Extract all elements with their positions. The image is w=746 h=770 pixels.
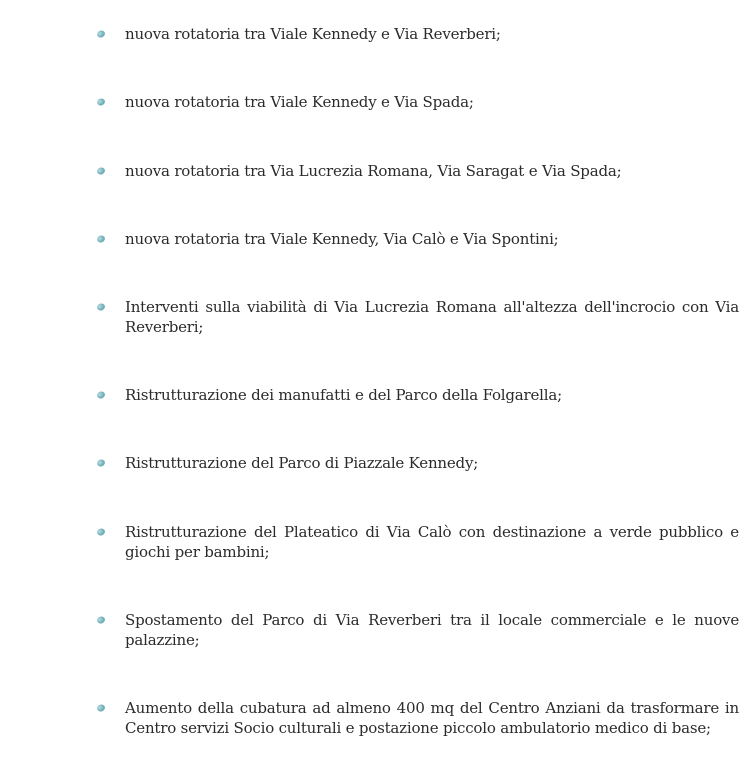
- list-item-text: nuova rotatoria tra Viale Kennedy e Via Spada;: [125, 93, 474, 111]
- bullet-icon: [96, 390, 106, 399]
- list-item-text: nuova rotatoria tra Via Lucrezia Romana, Via Saragat e Via Spada;: [125, 162, 622, 180]
- list-item-text: Aumento della cubatura ad almeno 400 mq del Centro Anziani da trasformare in Centro servizi Socio culturali e postazione piccolo ambulatorio medico di base;: [125, 699, 739, 737]
- list-item-text: Spostamento del Parco di Via Reverberi tra il locale commerciale e le nuove palazzine;: [125, 611, 739, 649]
- list-item-text: nuova rotatoria tra Viale Kennedy e Via Reverberi;: [125, 25, 501, 43]
- bullet-icon: [96, 166, 106, 175]
- bullet-icon: [96, 234, 106, 243]
- bullet-icon: [96, 615, 106, 624]
- bullet-icon: [96, 527, 106, 536]
- bullet-icon: [96, 703, 106, 712]
- list-item-text: Ristrutturazione del Parco di Piazzale Kennedy;: [125, 454, 479, 472]
- bullet-icon: [96, 458, 106, 467]
- bullet-icon: [96, 97, 106, 106]
- bullet-icon: [96, 302, 106, 311]
- list-item-text: Ristrutturazione del Plateatico di Via Calò con destinazione a verde pubblico e giochi per bambini;: [125, 523, 739, 561]
- bullet-icon: [96, 29, 106, 38]
- list-item-text: Ristrutturazione dei manufatti e del Parco della Folgarella;: [125, 386, 562, 404]
- list-item-text: nuova rotatoria tra Viale Kennedy, Via Calò e Via Spontini;: [125, 230, 559, 248]
- list-item-text: Interventi sulla viabilità di Via Lucrezia Romana all'altezza dell'incrocio con Via Reverberi;: [125, 298, 739, 336]
